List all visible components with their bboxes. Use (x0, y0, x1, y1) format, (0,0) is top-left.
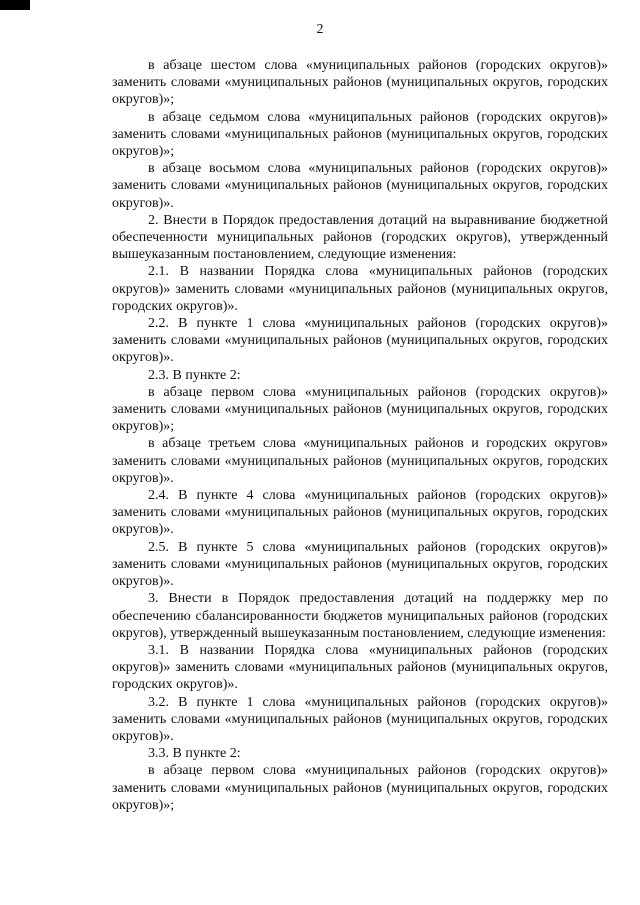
paragraph: 2. Внести в Порядок предоставления дотаций на выравнивание бюджетной обеспеченности муниципальных районов (городских округов), утвержденный вышеуказанным постановлением, следующие изменения: (112, 212, 608, 263)
paragraph: в абзаце третьем слова «муниципальных районов и городских округов» заменить словами «муниципальных районов (муниципальных округов, городских округов)». (112, 436, 608, 486)
paragraph: в абзаце восьмом слова «муниципальных районов (городских округов)» заменить словами «муниципальных районов (муниципальных округов, городских округов)». (112, 161, 608, 211)
scan-corner-mark (0, 0, 30, 10)
paragraph: 3. Внести в Порядок предоставления дотаций на поддержку мер по обеспечению сбалансированности бюджетов муниципальных районов (городских округов), утвержденный вышеуказанным постановлением, следующие изменения: (112, 591, 608, 641)
paragraph: 3.3. В пункте 2: (148, 746, 241, 762)
document-body (112, 57, 608, 814)
paragraph: в абзаце первом слова «муниципальных районов (городских округов)» заменить словами «муниципальных районов (муниципальных округов, городских округов)»; (112, 763, 608, 813)
paragraph: в абзаце первом слова «муниципальных районов (городских округов)» заменить словами «муниципальных районов (муниципальных округов, городских округов)»; (112, 384, 608, 435)
paragraph: в абзаце шестом слова «муниципальных районов (городских округов)» заменить словами «муниципальных районов (муниципальных округов, городских округов)»; (112, 58, 608, 108)
paragraph: 2.2. В пункте 1 слова «муниципальных районов (городских округов)» заменить словами «муниципальных районов (муниципальных округов, городских округов)». (112, 316, 608, 366)
paragraph: 2.5. В пункте 5 слова «муниципальных районов (городских округов)» заменить словами «муниципальных районов (муниципальных округов, городских округов)». (112, 539, 608, 590)
paragraph: 3.2. В пункте 1 слова «муниципальных районов (городских округов)» заменить словами «муниципальных районов (муниципальных округов, городских округов)». (112, 694, 608, 744)
paragraph: 3.1. В названии Порядка слова «муниципальных районов (городских округов)» заменить словами «муниципальных районов (муниципальных округов, городских округов)». (112, 642, 608, 693)
paragraph: 2.3. В пункте 2: (148, 367, 241, 383)
paragraph: 2.4. В пункте 4 слова «муниципальных районов (городских округов)» заменить словами «муниципальных районов (муниципальных округов, городских округов)». (112, 488, 608, 538)
page-number: 2 (316, 22, 324, 37)
paragraph: 2.1. В названии Порядка слова «муниципальных районов (городских округов)» заменить словами «муниципальных районов (муниципальных округов, городских округов)». (112, 264, 608, 314)
paragraph: в абзаце седьмом слова «муниципальных районов (городских округов)» заменить словами «муниципальных районов (муниципальных округов, городских округов)»; (112, 109, 608, 160)
